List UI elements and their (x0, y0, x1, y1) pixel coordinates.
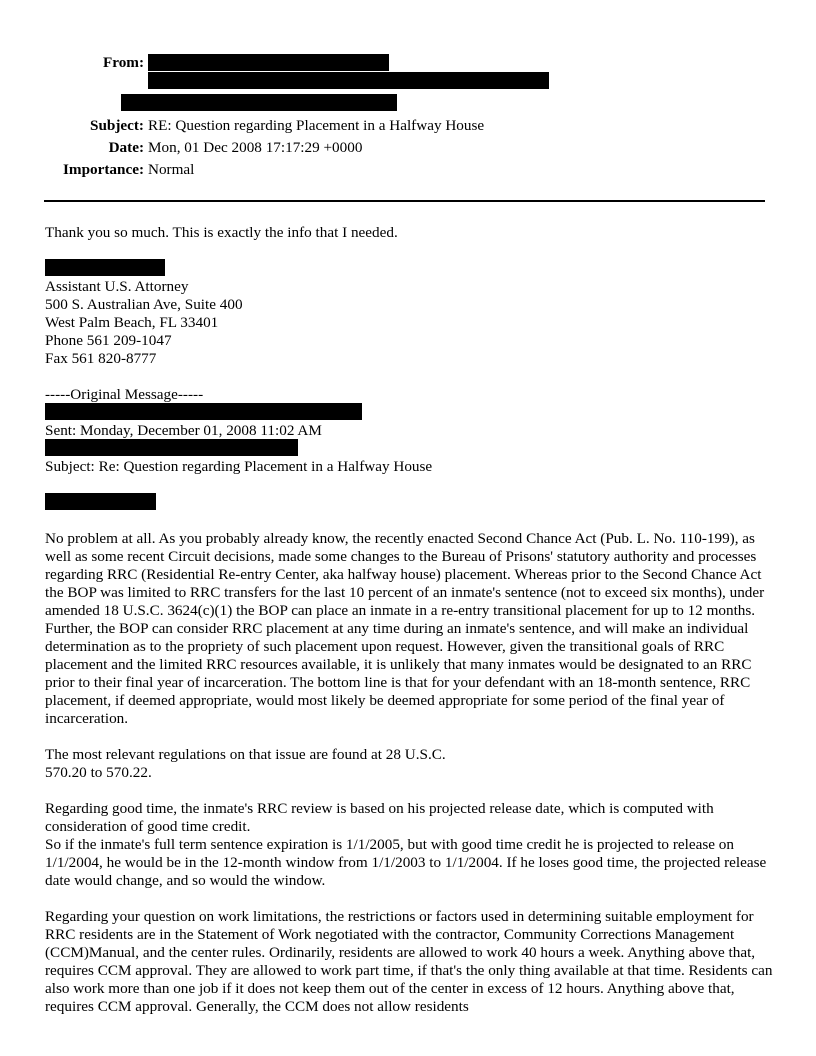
paragraph-text: Regarding good time, the inmate's RRC review is based on his projected release date, which is computed with consideration of good time credit. (45, 800, 714, 835)
opening-line: Thank you so much. This is exactly the info that I needed. (45, 224, 398, 241)
importance-label: Importance: (63, 161, 144, 178)
redacted-from-line1 (148, 54, 389, 71)
date-label: Date: (108, 139, 144, 156)
subject-value: RE: Question regarding Placement in a Halfway House (148, 117, 485, 134)
redacted-signature-name (45, 259, 165, 276)
original-subject: Subject: Re: Question regarding Placement in a Halfway House (45, 458, 433, 475)
date-value: Mon, 01 Dec 2008 17:17:29 +0000 (148, 139, 363, 156)
subject-label: Subject: (90, 117, 144, 134)
regulations-line2: 570.20 to 570.22. (45, 764, 152, 781)
redacted-salutation (45, 493, 156, 510)
signature-fax: Fax 561 820-8777 (45, 350, 157, 367)
header-divider (44, 200, 765, 202)
regulations-line1: The most relevant regulations on that issue are found at 28 U.S.C. (45, 746, 446, 763)
from-label: From: (102, 54, 144, 71)
signature-title: Assistant U.S. Attorney (45, 278, 189, 295)
original-sent: Sent: Monday, December 01, 2008 11:02 AM (45, 422, 322, 439)
redacted-original-from (45, 403, 362, 420)
paragraph-second-chance-act (45, 530, 775, 728)
redacted-from-line2 (148, 72, 549, 89)
signature-phone: Phone 561 209-1047 (45, 332, 172, 349)
paragraph-good-time (45, 800, 775, 890)
paragraph-text: Regarding your question on work limitations, the restrictions or factors used in determining suitable employment for RRC residents are in the Statement of Work negotiated with the contractor, Community Corrections Management (CCM)Manual, and the center rules. Ordinarily, residents are allowed to work 40 hours a week. Anything above that, requires CCM approval. They are allowed to work part time, if that's the only thing available at that time. Residents can also work more than one job if it does not keep them out of the center in excess of 12 hours. Anything above that, requires CCM approval. Generally, the CCM does not allow residents (45, 908, 773, 1015)
paragraph-work-limitations (45, 908, 775, 1016)
signature-address2: West Palm Beach, FL 33401 (45, 314, 219, 331)
signature-address1: 500 S. Australian Ave, Suite 400 (45, 296, 243, 313)
paragraph-text: So if the inmate's full term sentence expiration is 1/1/2005, but with good time credit he is projected to release on 1/1/2004, he would be in the 12-month window from 1/1/2003 to 1/1/2004. If he loses good time, the projected release date would change, and so would the window. (45, 836, 767, 889)
original-message-marker: -----Original Message----- (45, 386, 204, 403)
importance-value: Normal (148, 161, 195, 178)
redacted-to-line (121, 94, 397, 111)
redacted-original-to (45, 439, 298, 456)
paragraph-text: No problem at all. As you probably already know, the recently enacted Second Chance Act (Pub. L. No. 110-199), as well as some recent Circuit decisions, made some changes to the Bureau of Prisons' statutory authority and processes regarding RRC (Residential Re-entry Center, aka halfway house) placement. Whereas prior to the Second Chance Act the BOP was limited to RRC transfers for the last 10 percent of an inmate's sentence (not to exceed six months), under amended 18 U.S.C. 3624(c)(1) the BOP can place an inmate in a re-entry transitional placement for up to 12 months. Further, the BOP can consider RRC placement at any time during an inmate's sentence, and will make an individual determination as to the propriety of such placement upon request. However, given the transitional goals of RRC placement and the limited RRC resources available, it is unlikely that many inmates would be designated to an RRC prior to their final year of incarceration. The bottom line is that for your defendant with an 18-month sentence, RRC placement, if deemed appropriate, would most likely be deemed appropriate for some period of the final year of incarceration. (45, 530, 765, 727)
